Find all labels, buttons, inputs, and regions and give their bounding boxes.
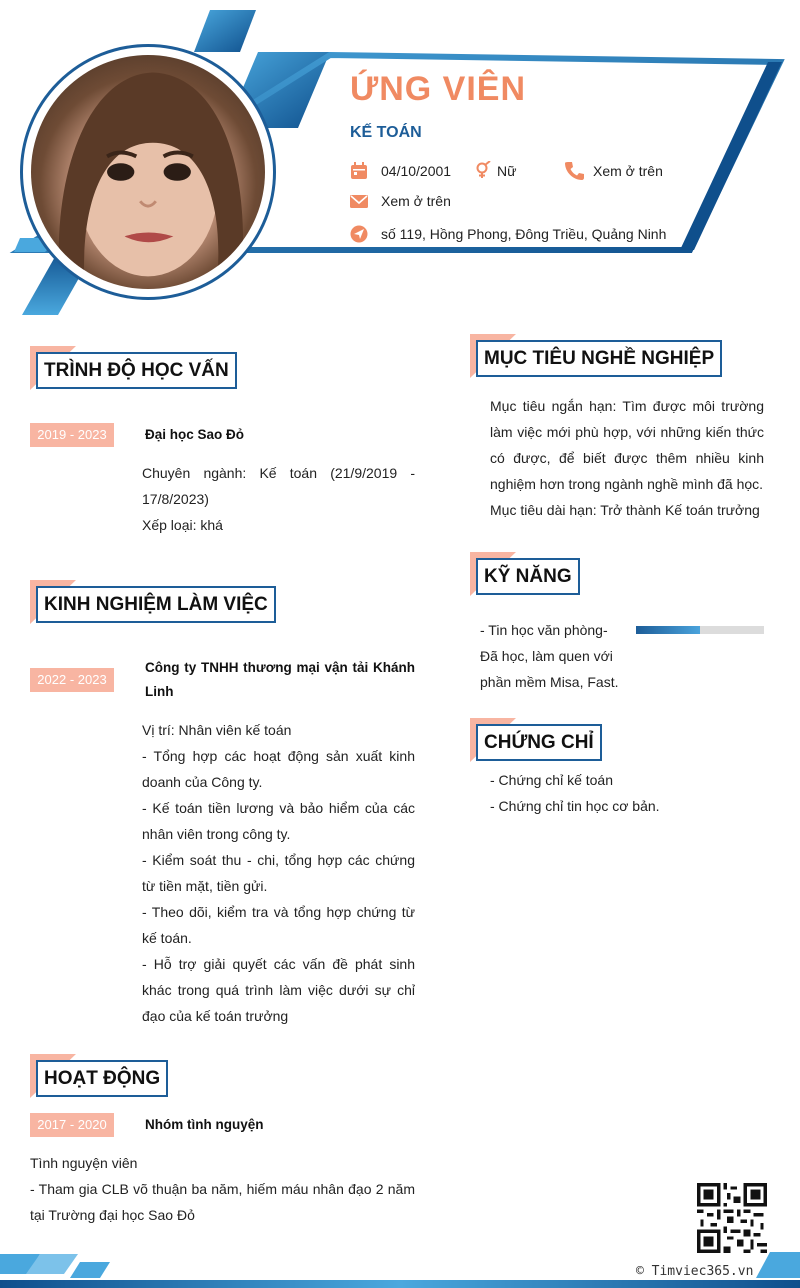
experience-line: - Kế toán tiền lương và bảo hiểm của các nhân viên trong công ty. [142, 800, 415, 842]
experience-line: - Theo dõi, kiểm tra và tổng hợp chứng từ kế toán. [142, 904, 415, 946]
experience-line: - Tổng hợp các hoạt động sản xuất kinh doanh của Công ty. [142, 748, 415, 790]
certificate-item: - Chứng chỉ tin học cơ bản. [490, 798, 660, 814]
experience-line: - Hỗ trợ giải quyết các vấn đề phát sinh khác trong quá trình làm việc dưới sự chỉ đạo của kế toán trưởng [142, 956, 415, 1024]
objective-line: Mục tiêu ngắn hạn: Tìm được môi trường làm việc mới phù hợp, với những kiến thức có được, để biết được thêm nhiều kinh nghiệm hơn trong ngành nghề mình đã học. [490, 398, 764, 492]
experience-details [142, 717, 415, 1029]
activities-line: - Tham gia CLB võ thuận ba năm, hiếm máu nhân đạo 2 năm tại Trường đại học Sao Đỏ [30, 1181, 415, 1223]
location-icon [350, 225, 368, 243]
gender-icon [474, 161, 492, 179]
section-title: KỸ NĂNG [476, 558, 580, 595]
experience-company: Công ty TNHH thương mại vận tải Khánh Linh [145, 660, 415, 699]
education-details [142, 460, 415, 538]
job-title: KẾ TOÁN [350, 124, 422, 141]
portrait-illustration [31, 55, 265, 289]
experience-line: - Kiểm soát thu - chi, tổng hợp các chứng từ tiền mặt, tiền gửi. [142, 852, 415, 894]
certificates-list [490, 767, 764, 819]
education-school: Đại học Sao Đỏ [145, 427, 245, 442]
section-title: CHỨNG CHỈ [476, 724, 602, 761]
copyright-text: © Timviec365.vn [636, 1264, 754, 1279]
activities-org: Nhóm tình nguyện [145, 1117, 264, 1132]
skill-item-text: - Tin học văn phòng- Đã học, làm quen với phần mềm Misa, Fast. [480, 622, 619, 690]
objective-details [490, 393, 764, 523]
avatar [20, 44, 276, 300]
certificate-item: - Chứng chỉ kế toán [490, 772, 613, 788]
email-text[interactable]: Xem ở trên [381, 193, 451, 209]
skill-level-fill [636, 626, 700, 634]
phone-text[interactable]: Xem ở trên [593, 163, 663, 179]
qr-code-icon [697, 1183, 767, 1253]
calendar-icon [350, 162, 368, 180]
section-title: TRÌNH ĐỘ HỌC VẤN [36, 352, 237, 389]
avatar-image [31, 55, 265, 289]
skill-level-bar [636, 626, 764, 634]
section-title: MỤC TIÊU NGHỀ NGHIỆP [476, 340, 722, 377]
birthday-text: 04/10/2001 [381, 163, 452, 179]
candidate-name: ỨNG VIÊN [350, 70, 527, 108]
phone-icon [564, 161, 584, 181]
experience-date-badge: 2022 - 2023 [30, 668, 114, 692]
education-line: Xếp loại: khá [142, 517, 223, 533]
objective-line: Mục tiêu dài hạn: Trở thành Kế toán trưởng [490, 502, 760, 518]
email-icon [350, 193, 368, 211]
experience-line: Vị trí: Nhân viên kế toán [142, 722, 292, 738]
education-line: Chuyên ngành: Kế toán (21/9/2019 - 17/8/2023) [142, 465, 415, 507]
activities-date-badge: 2017 - 2020 [30, 1113, 114, 1137]
activities-line: Tình nguyện viên [30, 1155, 138, 1171]
gender-text: Nữ [497, 163, 517, 179]
education-date-badge: 2019 - 2023 [30, 423, 114, 447]
activities-details [30, 1150, 415, 1228]
section-title: HOẠT ĐỘNG [36, 1060, 168, 1097]
section-title: KINH NGHIỆM LÀM VIỆC [36, 586, 276, 623]
address-text: số 119, Hồng Phong, Đông Triều, Quảng Ninh [381, 226, 667, 242]
